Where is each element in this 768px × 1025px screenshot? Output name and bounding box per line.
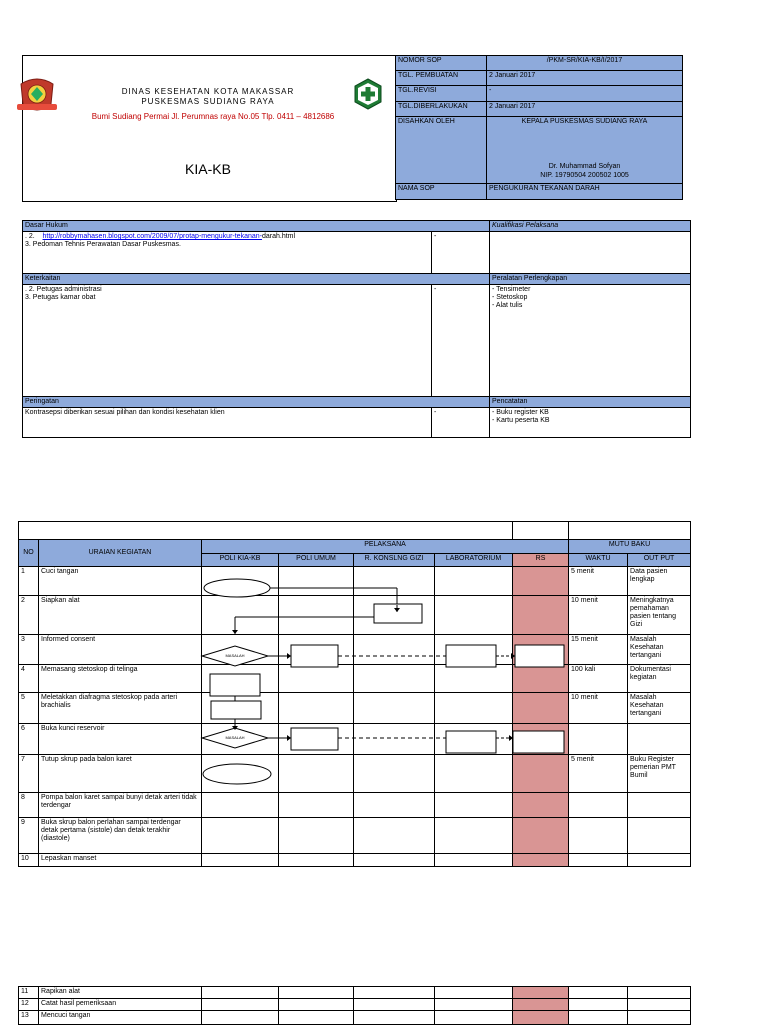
step-no: 5 bbox=[19, 693, 39, 724]
effective-date-value: 2 Januari 2017 bbox=[487, 102, 683, 117]
keterkaitan-item-1: . 2. Petugas administrasi bbox=[25, 286, 102, 293]
dasar-hukum-link[interactable]: http://robbymahasen.blogspot.com/2009/07/protap-mengukur-tekanan- bbox=[42, 233, 262, 240]
sop-number-label: NOMOR SOP bbox=[396, 56, 487, 71]
step-output: Masalah Kesehatan tertangani bbox=[628, 635, 691, 665]
step-text: Informed consent bbox=[39, 635, 202, 665]
flow-box-step6-lab bbox=[446, 731, 496, 753]
col-uraian-header: URAIAN KEGIATAN bbox=[39, 540, 202, 567]
peringatan-dash: - bbox=[432, 408, 490, 438]
step-waktu: 10 menit bbox=[569, 693, 628, 724]
peralatan-item-1: - Tensimeter bbox=[492, 286, 531, 293]
pencatatan-item-1: - Buku register KB bbox=[492, 409, 549, 416]
flow-box-step3-umum bbox=[291, 645, 338, 667]
step-text: Rapikan alat bbox=[39, 987, 202, 999]
peralatan-item-3: - Alat tulis bbox=[492, 302, 523, 309]
agency-address: Bumi Sudiang Permai Jl. Perumnas raya No.05 Tlp. 0411 – 4812686 bbox=[91, 112, 335, 121]
step-text: Lepaskan manset bbox=[39, 854, 202, 867]
keterkaitan-dash: - bbox=[432, 285, 490, 397]
step-no: 9 bbox=[19, 818, 39, 854]
step-text: Memasang stetoskop di telinga bbox=[39, 665, 202, 693]
flow-box-step4 bbox=[210, 674, 260, 696]
mutu-baku-header: MUTU BAKU bbox=[569, 540, 691, 554]
sop-number-value: /PKM-SR/KIA-KB/I/2017 bbox=[487, 56, 683, 71]
revision-date-label: TGL.REVISI bbox=[396, 86, 487, 102]
step-no: 4 bbox=[19, 665, 39, 693]
dasar-hukum-item-1-num: . 2. bbox=[25, 233, 35, 240]
step-waktu: 15 menit bbox=[569, 635, 628, 665]
step-no: 11 bbox=[19, 987, 39, 999]
col-lab-header: LABORATORIUM bbox=[435, 554, 513, 567]
kualifikasi-header: Kualifikasi Pelaksana bbox=[490, 221, 691, 232]
step-output: Masalah Kesehatan tertangani bbox=[628, 693, 691, 724]
step-no: 13 bbox=[19, 1011, 39, 1025]
flow-ellipse-end bbox=[203, 764, 271, 784]
col-poli-umum-header: POLI UMUM bbox=[279, 554, 354, 567]
step-waktu: 5 menit bbox=[569, 755, 628, 793]
step-no: 6 bbox=[19, 724, 39, 755]
step-output: Buku Register pemerian PMT Bumil bbox=[628, 755, 691, 793]
step-output: Data pasien lengkap bbox=[628, 567, 691, 596]
step-row-11 bbox=[19, 987, 691, 999]
col-output-header: OUT PUT bbox=[628, 554, 691, 567]
flow-box-step3-rs bbox=[515, 645, 564, 667]
peringatan-content: Kontrasepsi diberikan sesuai pilihan dan kondisi kesehatan klien bbox=[23, 408, 432, 438]
sop-name-value: PENGUKURAN TEKANAN DARAH bbox=[487, 184, 683, 200]
step-waktu: 5 menit bbox=[569, 567, 628, 596]
step-text: Tutup skrup pada balon karet bbox=[39, 755, 202, 793]
diamond-label-step3: MASALAH bbox=[225, 653, 245, 658]
step-text: Cuci tangan bbox=[39, 567, 202, 596]
step-no: 3 bbox=[19, 635, 39, 665]
step-text: Buka kunci reservoir bbox=[39, 724, 202, 755]
step-no: 1 bbox=[19, 567, 39, 596]
step-waktu: 100 kali bbox=[569, 665, 628, 693]
effective-date-label: TGL.DIBERLAKUKAN bbox=[396, 102, 487, 117]
col-waktu-header: WAKTU bbox=[569, 554, 628, 567]
created-date-value: 2 Januari 2017 bbox=[487, 71, 683, 86]
step-output: Meningkatnya pemahaman pasien tentang Gizi bbox=[628, 596, 691, 635]
step-no: 2 bbox=[19, 596, 39, 635]
step-text: Buka skrup balon perlahan sampai terdengar detak pertama (sistole) dan detak terakhir (diastole) bbox=[39, 818, 202, 854]
agency-line2: PUSKESMAS SUDIANG RAYA bbox=[141, 97, 275, 106]
step-no: 12 bbox=[19, 999, 39, 1011]
col-no-header: NO bbox=[19, 540, 39, 567]
keterkaitan-header: Keterkaitan bbox=[23, 274, 490, 285]
revision-date-value: - bbox=[487, 86, 683, 102]
step-text: Mencuci tangan bbox=[39, 1011, 202, 1025]
step-waktu: 10 menit bbox=[569, 596, 628, 635]
flow-box-step6-rs bbox=[513, 731, 564, 753]
keterkaitan-item-2: 3. Petugas kamar obat bbox=[25, 294, 96, 301]
dasar-hukum-header: Dasar Hukum bbox=[23, 221, 490, 232]
flow-table-continued bbox=[18, 986, 691, 1025]
created-date-label: TGL. PEMBUATAN bbox=[396, 71, 487, 86]
peralatan-header: Peralatan Perlengkapan bbox=[490, 274, 691, 285]
flow-box-step3-lab bbox=[446, 645, 496, 667]
doc-title: KIA-KB bbox=[185, 161, 231, 177]
step-no: 7 bbox=[19, 755, 39, 793]
peringatan-header: Peringatan bbox=[23, 397, 490, 408]
step-text: Pompa balon karet sampai bunyi detak arteri tidak terdengar bbox=[39, 793, 202, 818]
step-row-13 bbox=[19, 1011, 691, 1025]
step-output: Dokumentasi kegiatan bbox=[628, 665, 691, 693]
pelaksana-header: PELAKSANA bbox=[202, 540, 569, 554]
diamond-label-step6: MASALAH bbox=[225, 735, 245, 740]
dasar-hukum-dash: - bbox=[432, 232, 490, 274]
pencatatan-header: Pencatatan bbox=[490, 397, 691, 408]
flow-ellipse-start bbox=[204, 579, 270, 597]
step-no: 8 bbox=[19, 793, 39, 818]
col-gizi-header: R. KONSLNG GIZI bbox=[354, 554, 435, 567]
approved-by-name: Dr. Muhammad Sofyan bbox=[548, 163, 621, 170]
step-text: Meletakkan diafragma stetoskop pada arteri brachialis bbox=[39, 693, 202, 724]
flow-box-step6-umum bbox=[291, 728, 338, 750]
step-text: Siapkan alat bbox=[39, 596, 202, 635]
approved-by-label: DISAHKAN OLEH bbox=[396, 117, 487, 184]
step-no: 10 bbox=[19, 854, 39, 867]
step-row-12 bbox=[19, 999, 691, 1011]
agency-line1: DINAS KESEHATAN KOTA MAKASSAR bbox=[121, 87, 295, 96]
peralatan-item-2: - Stetoskop bbox=[492, 294, 528, 301]
dasar-hukum-item-2: 3. Pedoman Tehnis Perawatan Dasar Puskesmas. bbox=[25, 241, 181, 248]
col-poli-kia-header: POLI KIA-KB bbox=[202, 554, 279, 567]
flow-box-step5 bbox=[211, 701, 261, 719]
approved-by-title: KEPALA PUSKESMAS SUDIANG RAYA bbox=[521, 118, 648, 125]
col-rs-header: RS bbox=[513, 554, 569, 567]
approved-by-nip: NIP. 19790504 200502 1005 bbox=[540, 172, 629, 179]
pencatatan-item-2: - Kartu peserta KB bbox=[492, 417, 550, 424]
flow-box-step2 bbox=[374, 604, 422, 623]
dasar-hukum-item-1-tail: darah.html bbox=[261, 233, 296, 240]
step-text: Catat hasil pemeriksaan bbox=[39, 999, 202, 1011]
sop-name-label: NAMA SOP bbox=[396, 184, 487, 200]
